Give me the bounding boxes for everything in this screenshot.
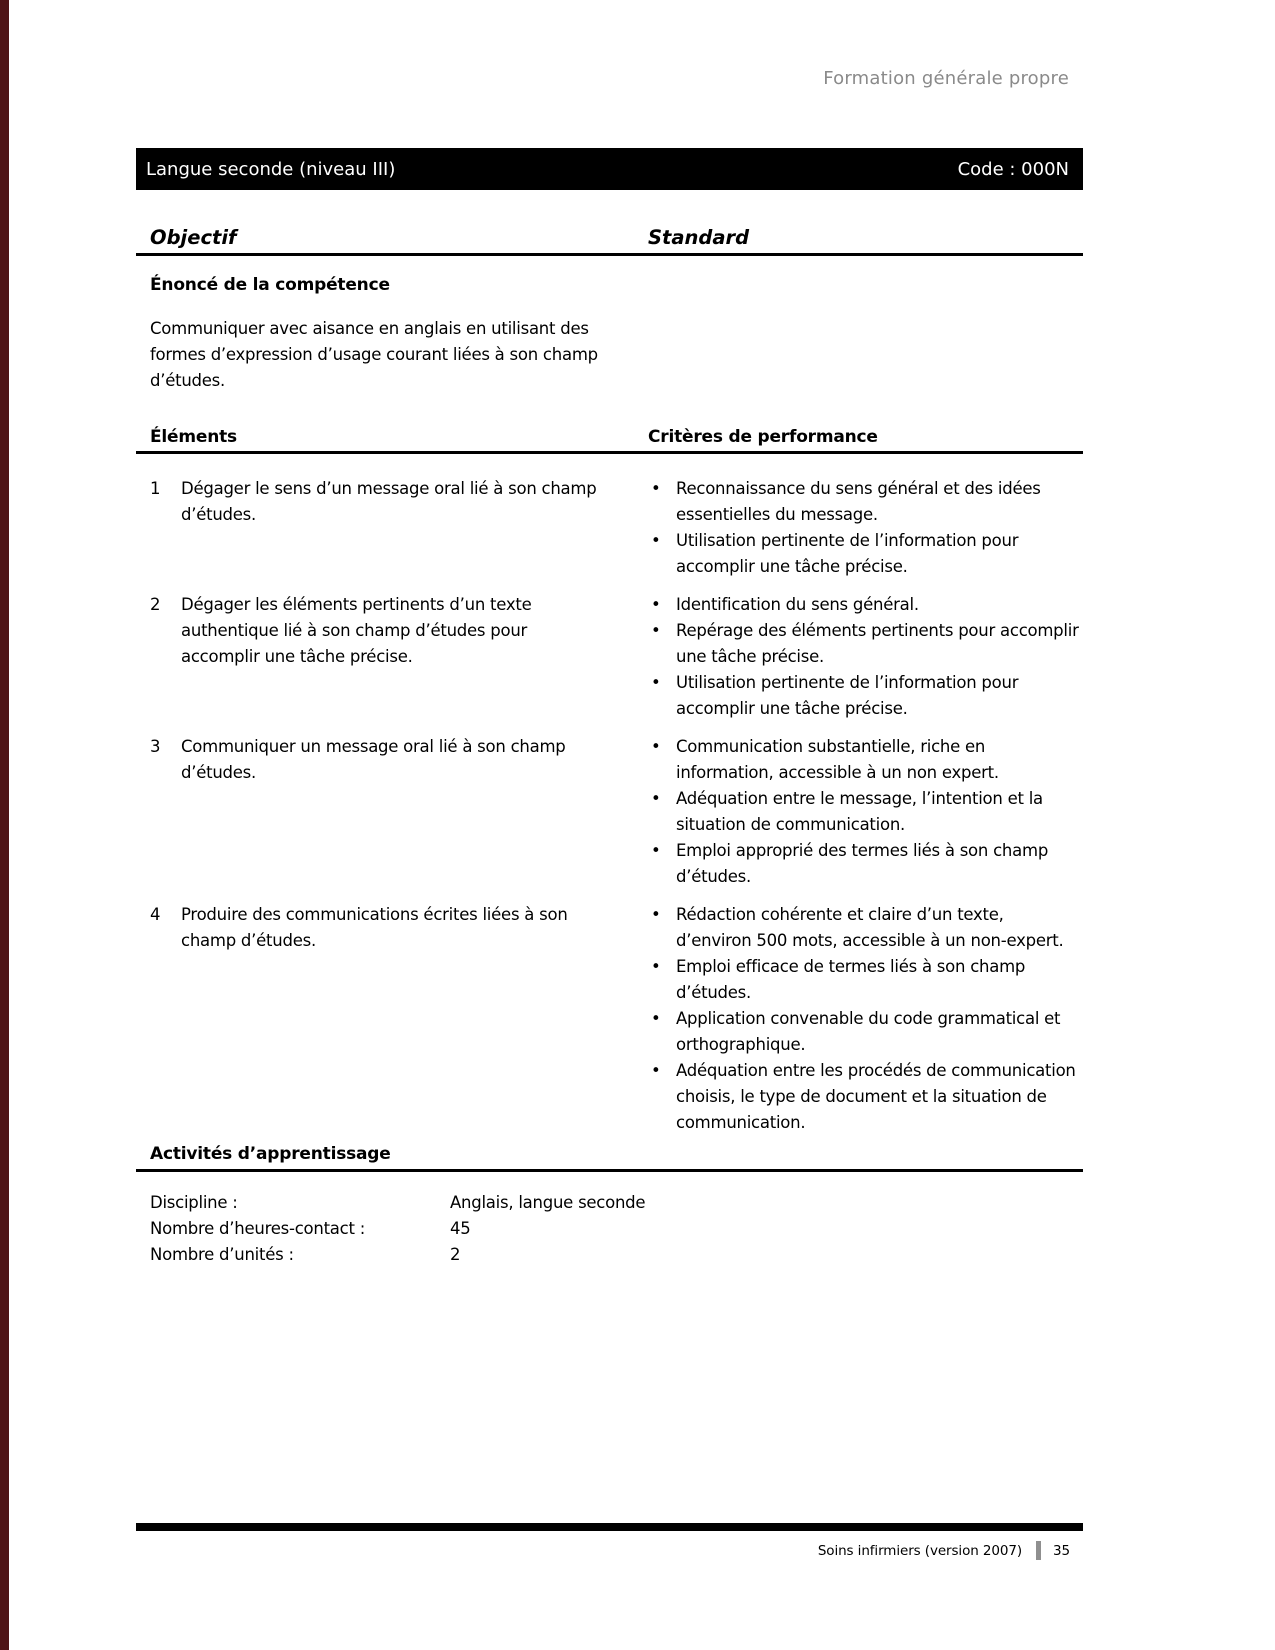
- element-number: 1: [150, 479, 161, 498]
- activity-row-discipline: [150, 1190, 1083, 1216]
- criteria-list: [648, 476, 1083, 580]
- page-content: [136, 0, 1083, 1650]
- element-cell: [136, 902, 648, 1136]
- activities-heading: Activités d’apprentissage: [150, 1144, 391, 1164]
- running-header: Formation générale propre: [823, 68, 1069, 89]
- criteria-list: [648, 592, 1083, 722]
- criteria-item: • Utilisation pertinente de l’information pour accomplir une tâche précise.: [648, 670, 1083, 722]
- footer-separator: [1036, 1541, 1041, 1560]
- footer-page-number: 35: [1053, 1542, 1070, 1559]
- element-cell: [136, 476, 648, 580]
- page-edge-strip: [0, 0, 9, 1650]
- table-headers: [136, 427, 1083, 447]
- element-text: Produire des communications écrites liées à son champ d’études.: [181, 905, 568, 950]
- criteria-list: [648, 734, 1083, 890]
- criteria-item: • Rédaction cohérente et claire d’un texte, d’environ 500 mots, accessible à un non-expert.: [648, 902, 1083, 954]
- criteria-item: • Communication substantielle, riche en information, accessible à un non expert.: [648, 734, 1083, 786]
- title-bar: [136, 148, 1083, 190]
- activity-value: Anglais, langue seconde: [450, 1193, 646, 1212]
- criteria-item: • Identification du sens général.: [648, 592, 1083, 618]
- activity-value: 2: [450, 1245, 461, 1264]
- element-number: 2: [150, 595, 161, 614]
- column-headers: [136, 226, 1083, 249]
- objectif-heading: Objectif: [150, 226, 237, 249]
- criteria-item: • Application convenable du code grammatical et orthographique.: [648, 1006, 1083, 1058]
- criteria-item: • Adéquation entre les procédés de communication choisis, le type de document et la situation de communication.: [648, 1058, 1083, 1136]
- criteres-heading: Critères de performance: [648, 427, 878, 447]
- element-cell: [136, 734, 648, 890]
- competency-row-3: [136, 734, 1083, 890]
- criteria-list: [648, 902, 1083, 1136]
- activity-label: Discipline :: [150, 1193, 238, 1212]
- criteria-item: • Adéquation entre le message, l’intention et la situation de communication.: [648, 786, 1083, 838]
- competency-row-2: [136, 592, 1083, 722]
- course-title: Langue seconde (niveau III): [146, 158, 396, 180]
- activity-row-heures: [150, 1216, 1083, 1242]
- competency-row-1: [136, 476, 1083, 580]
- criteria-item: • Reconnaissance du sens général et des idées essentielles du message.: [648, 476, 1083, 528]
- elements-heading: Éléments: [150, 427, 237, 447]
- footer-bar: [136, 1523, 1083, 1531]
- element-text: Communiquer un message oral lié à son champ d’études.: [181, 737, 566, 782]
- competence-heading: Énoncé de la compétence: [150, 275, 390, 295]
- element-text: Dégager les éléments pertinents d’un texte authentique lié à son champ d’études pour accomplir une tâche précise.: [181, 595, 532, 666]
- competency-rows: [136, 476, 1083, 1148]
- rule-under-column-headers: [136, 253, 1083, 256]
- footer-document-title: Soins infirmiers (version 2007): [817, 1542, 1023, 1559]
- criteria-item: • Emploi approprié des termes liés à son champ d’études.: [648, 838, 1083, 890]
- activity-value: 45: [450, 1219, 471, 1238]
- element-number: 3: [150, 737, 161, 756]
- rule-under-table-headers: [136, 451, 1083, 454]
- rule-under-activities-heading: [136, 1169, 1083, 1172]
- activity-row-unites: [150, 1242, 1083, 1268]
- element-number: 4: [150, 905, 161, 924]
- standard-heading: Standard: [648, 226, 750, 249]
- competence-statement: Communiquer avec aisance en anglais en utilisant des formes d’expression d’usage courant liées à son champ d’études.: [150, 319, 598, 390]
- criteria-item: • Repérage des éléments pertinents pour accomplir une tâche précise.: [648, 618, 1083, 670]
- criteria-item: • Emploi efficace de termes liés à son champ d’études.: [648, 954, 1083, 1006]
- activity-label: Nombre d’heures-contact :: [150, 1219, 366, 1238]
- activities-rows: [136, 1190, 1083, 1268]
- criteria-item: • Utilisation pertinente de l’information pour accomplir une tâche précise.: [648, 528, 1083, 580]
- activity-label: Nombre d’unités :: [150, 1245, 294, 1264]
- course-code: Code : 000N: [957, 158, 1069, 180]
- element-text: Dégager le sens d’un message oral lié à son champ d’études.: [181, 479, 597, 524]
- footer: [136, 1541, 1083, 1560]
- element-cell: [136, 592, 648, 722]
- competency-row-4: [136, 902, 1083, 1136]
